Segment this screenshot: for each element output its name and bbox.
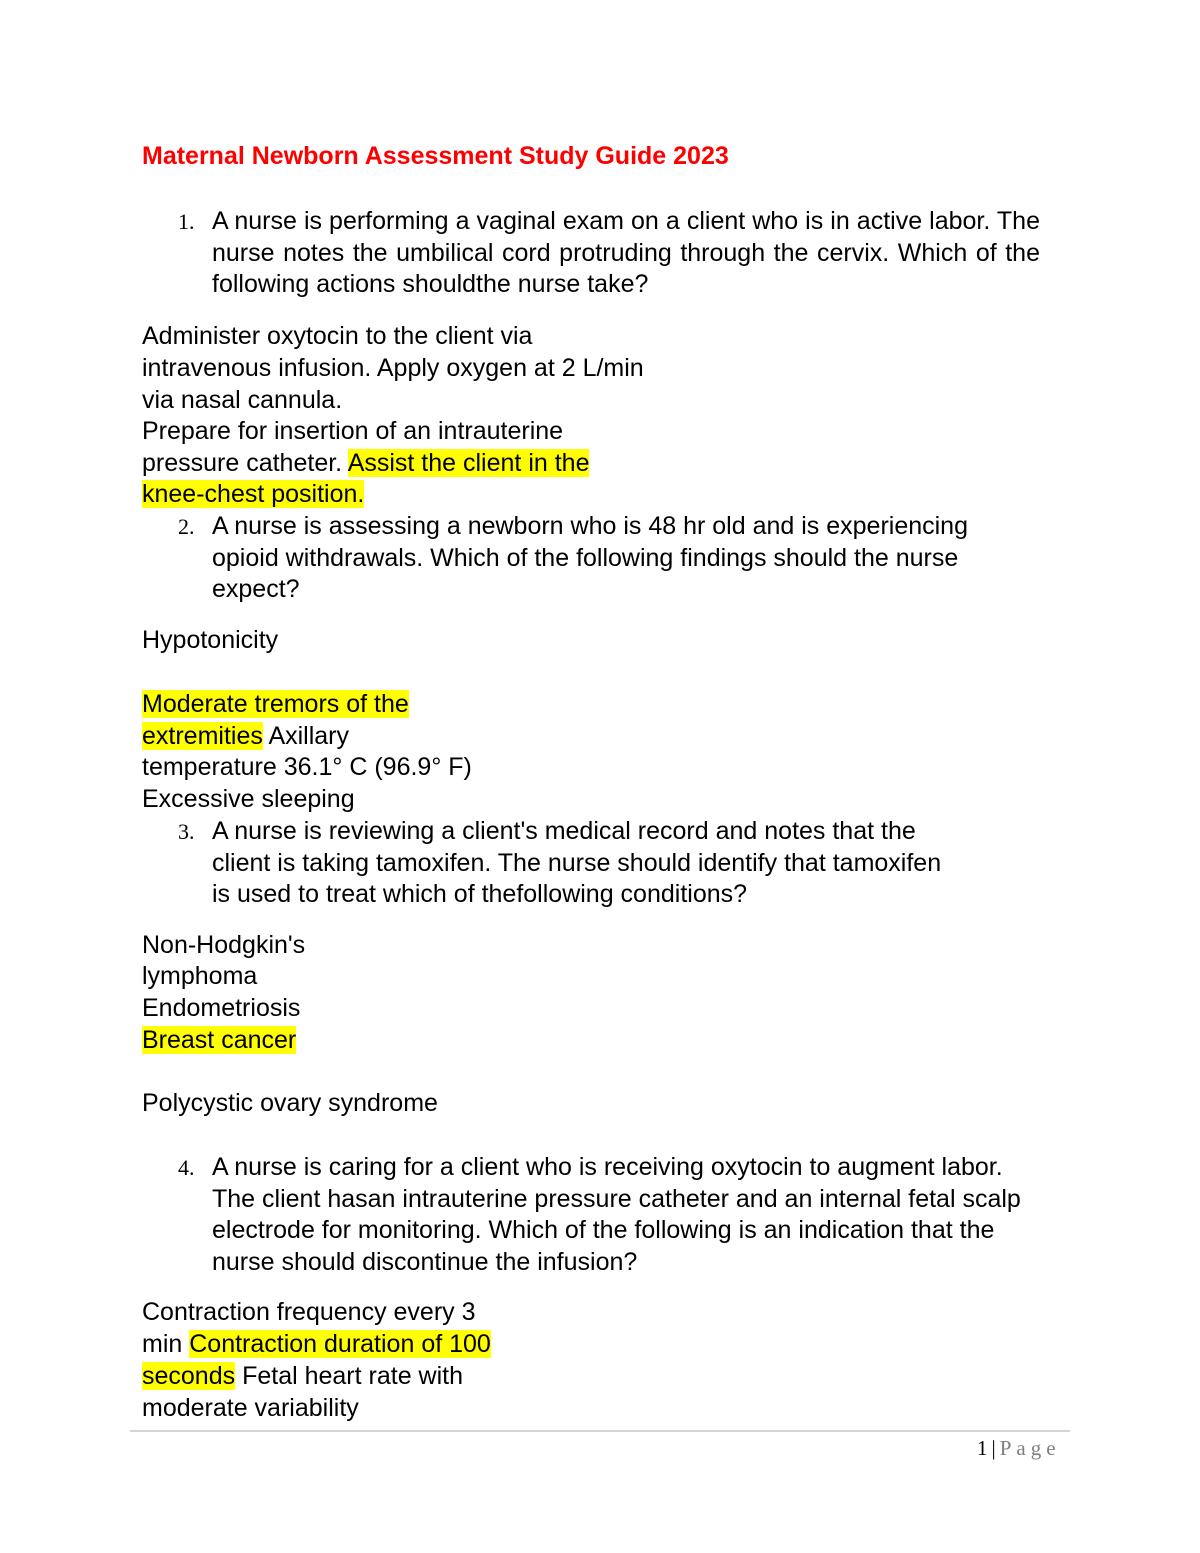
question-3 (142, 816, 1042, 911)
answer-line: Administer oxytocin to the client via (142, 322, 533, 350)
answer-line (142, 1025, 296, 1056)
footer-separator: | (991, 1436, 996, 1460)
answer-line (142, 1329, 491, 1360)
question-number: 2. (178, 514, 195, 539)
answer-line: Hypotonicity (142, 626, 279, 654)
correct-answer-highlight: knee-chest position. (142, 480, 365, 508)
question-text: A nurse is reviewing a client's medical record and notes that the client is taking tamoxifen. The nurse should identify that tamoxifen is used to treat which of thefollowing conditions? (212, 817, 942, 908)
answer-text: min (142, 1330, 190, 1358)
page-title: Maternal Newborn Assessment Study Guide 2023 (142, 142, 729, 170)
answer-line (142, 721, 349, 752)
answer-line: Excessive sleeping (142, 785, 355, 813)
answer-line: temperature 36.1° C (96.9° F) (142, 753, 472, 781)
answer-line (142, 479, 364, 510)
question-text: A nurse is assessing a newborn who is 48 hr old and is experiencing opioid withdrawals. Which of the following findings should the nurse expect? (212, 512, 968, 603)
answer-line: lymphoma (142, 962, 258, 990)
answer-text: pressure catheter. (142, 449, 348, 477)
question-2 (142, 511, 1042, 606)
question-number: 3. (178, 819, 195, 844)
answer-line (142, 689, 409, 720)
answer-line: Prepare for insertion of an intrauterine (142, 417, 564, 445)
answer-text: Axillary (262, 722, 350, 750)
question-text: A nurse is caring for a client who is receiving oxytocin to augment labor. The client hasan intrauterine pressure catheter and an internal fetal scalp electrode for monitoring. Which of the following is an indication that the nurse should discontinue the infusion? (212, 1153, 1021, 1276)
page-footer (977, 1436, 1061, 1461)
answer-line: intravenous infusion. Apply oxygen at 2 L/min (142, 354, 644, 382)
answer-line (142, 448, 589, 479)
question-4 (142, 1152, 1042, 1278)
answer-line: Non-Hodgkin's (142, 931, 306, 959)
footer-divider (130, 1430, 1070, 1432)
page-label: Page (999, 1436, 1061, 1460)
answer-text: Fetal heart rate with (235, 1362, 464, 1390)
correct-answer-highlight: seconds (142, 1362, 236, 1390)
question-1 (142, 206, 1042, 301)
answer-line: Contraction frequency every 3 (142, 1298, 476, 1326)
question-text: A nurse is performing a vaginal exam on a client who is in active labor. The nurse notes the umbilical cord protruding through the cervix. Which of the following actions shouldthe nurse take? (212, 207, 1040, 298)
correct-answer-highlight: Assist the client in the (347, 449, 590, 477)
page-number: 1 (977, 1436, 988, 1460)
question-number: 1. (178, 209, 195, 234)
question-number: 4. (178, 1155, 195, 1180)
answer-line: moderate variability (142, 1394, 359, 1422)
answer-line: Polycystic ovary syndrome (142, 1089, 438, 1117)
correct-answer-highlight: Contraction duration of 100 (189, 1330, 491, 1358)
answer-line (142, 1361, 463, 1392)
correct-answer-highlight: Breast cancer (142, 1026, 297, 1054)
answer-line: Endometriosis (142, 994, 301, 1022)
answer-line: via nasal cannula. (142, 386, 343, 414)
correct-answer-highlight: extremities (142, 722, 263, 750)
correct-answer-highlight: Moderate tremors of the (142, 690, 409, 718)
